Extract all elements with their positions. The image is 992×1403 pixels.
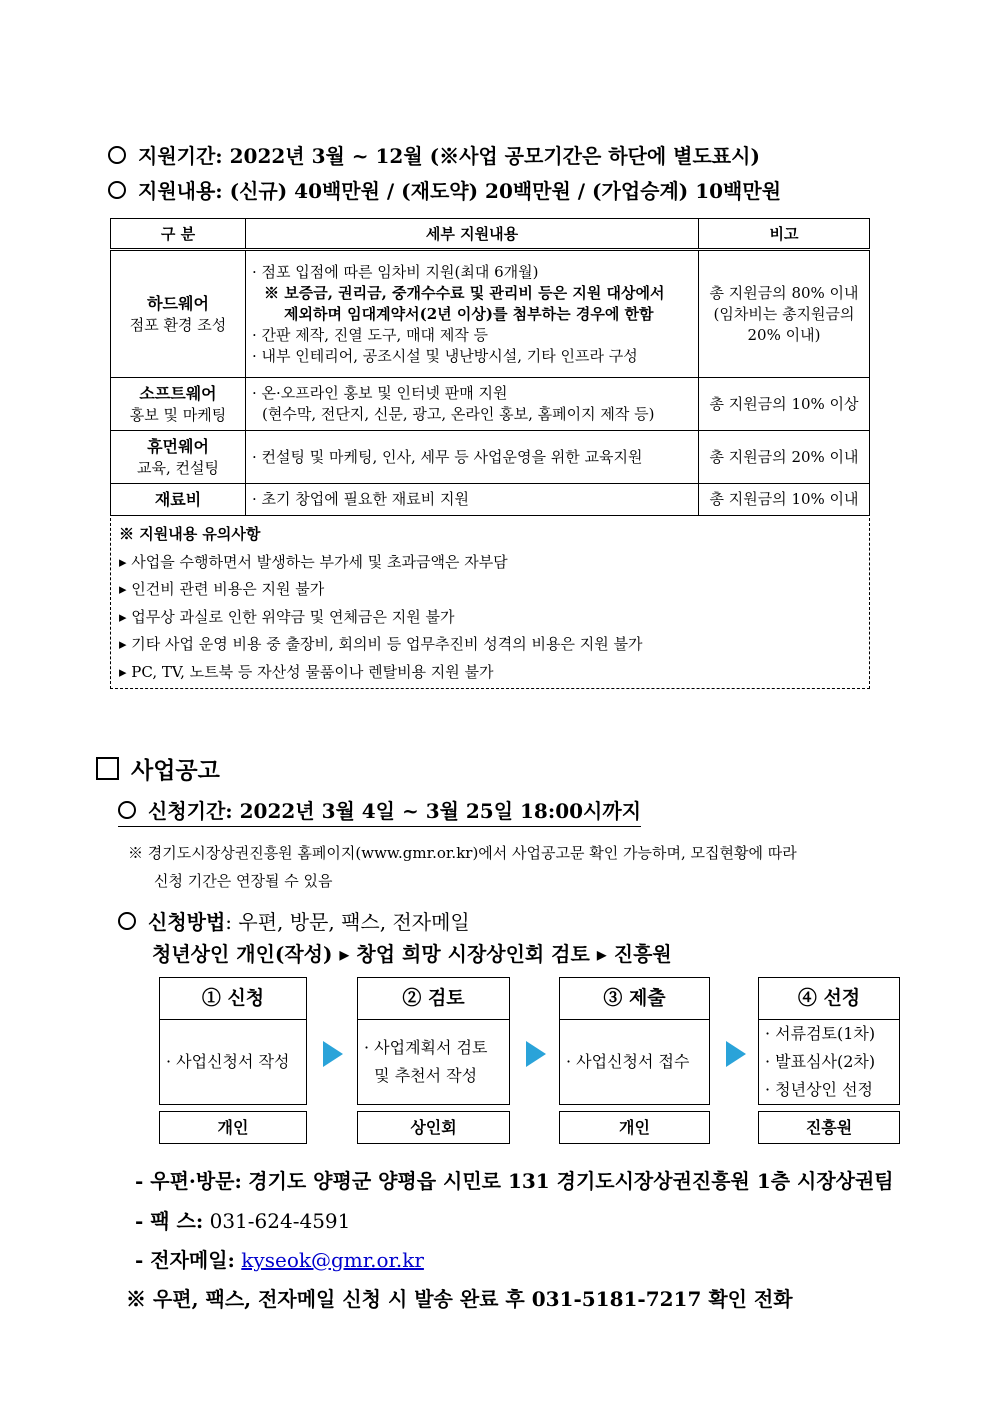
note-cell: 총 지원금의 20% 이내 <box>699 431 870 484</box>
category-cell: 재료비 <box>111 484 246 516</box>
detail-cell: · 컨설팅 및 마케팅, 인사, 세무 등 사업운영을 위한 교육지원 <box>246 431 699 484</box>
table-row-material <box>111 484 870 516</box>
flow-step-review <box>357 977 510 1105</box>
flow-actor: 개인 <box>159 1111 307 1144</box>
email-link[interactable]: kyseok@gmr.or.kr <box>241 1248 424 1272</box>
table-header-row <box>111 219 870 250</box>
contact-mail: - 우편·방문: 경기도 양평군 양평읍 시민로 131 경기도시장상권진흥원 1층 시장상권팀 <box>135 1169 894 1193</box>
table-row-software <box>111 378 870 431</box>
flow-step-body: · 서류검토(1차) · 발표심사(2차) · 청년상인 선정 <box>765 1024 876 1099</box>
list-item: ▸ 사업을 수행하면서 발생하는 부가세 및 초과금액은 자부담 <box>119 552 508 571</box>
flow-step-body: · 사업신청서 접수 <box>566 1052 690 1071</box>
circle-bullet-icon <box>108 181 126 199</box>
table-row-humanware <box>111 431 870 484</box>
flow-step-body: · 사업신청서 작성 <box>166 1052 290 1071</box>
list-item: ▸ PC, TV, 노트북 등 자산성 물품이나 렌탈비용 지원 불가 <box>119 662 494 681</box>
flow-step-title: ③ 제출 <box>560 978 709 1020</box>
apply-process: 청년상인 개인(작성) ▸ 창업 희망 시장상인회 검토 ▸ 진흥원 <box>152 942 672 966</box>
list-item: ▸ 업무상 과실로 인한 위약금 및 연체금은 지원 불가 <box>119 607 455 626</box>
category-cell: 하드웨어 점포 환경 조성 <box>111 250 246 378</box>
arrow-right-icon <box>526 1041 546 1067</box>
square-bullet-icon <box>96 757 119 780</box>
list-item: ▸ 인건비 관련 비용은 지원 불가 <box>119 580 325 598</box>
section-heading: 사업공고 <box>96 752 220 785</box>
apply-method: 신청방법: 우편, 방문, 팩스, 전자메일 <box>118 906 470 935</box>
note-cell: 총 지원금의 10% 이상 <box>699 378 870 431</box>
apply-note-line1: ※ 경기도시장상권진흥원 홈페이지(www.gmr.or.kr)에서 사업공고문 확인 가능하며, 모집현황에 따라 <box>128 844 797 862</box>
arrow-right-icon <box>323 1041 343 1067</box>
detail-cell: · 점포 입점에 따른 임차비 지원(최대 6개월) ※ 보증금, 권리금, 중개수수료 및 관리비 등은 지원 대상에서 제외하며 임대계약서(2년 이상)를 첨부하는 경우에 한함 · 간판 제작, 진열 도구, 매대 제작 등 · 내부 인테리어, 공조시설 및 냉난방시설, 기타 인프라 구성 <box>246 250 699 378</box>
category-cell: 소프트웨어 홍보 및 마케팅 <box>111 378 246 431</box>
contact-fax: - 팩 스: 031-624-4591 <box>135 1209 351 1233</box>
circle-bullet-icon <box>118 801 136 819</box>
flow-actor: 상인회 <box>357 1111 510 1144</box>
support-table <box>110 218 870 516</box>
contact-email: - 전자메일: kyseok@gmr.or.kr <box>135 1248 424 1272</box>
final-note: ※ 우편, 팩스, 전자메일 신청 시 발송 완료 후 031-5181-7217 확인 전화 <box>126 1287 793 1311</box>
flow-actor: 진흥원 <box>758 1111 900 1144</box>
circle-bullet-icon <box>118 912 136 930</box>
header-category: 구 분 <box>111 219 246 250</box>
flow-step-select <box>758 977 900 1105</box>
circle-bullet-icon <box>108 146 126 164</box>
table-row-hardware <box>111 250 870 378</box>
support-period: 지원기간: 2022년 3월 ~ 12월 (※사업 공모기간은 하단에 별도표시) <box>108 140 760 169</box>
flow-step-title: ④ 선정 <box>759 978 899 1020</box>
cautions-title: ※ 지원내용 유의사항 <box>119 525 261 543</box>
flow-step-title: ① 신청 <box>160 978 306 1020</box>
apply-period: 신청기간: 2022년 3월 4일 ~ 3월 25일 18:00시까지 <box>118 795 641 827</box>
support-content: 지원내용: (신규) 40백만원 / (재도약) 20백만원 / (가업승계) 10백만원 <box>108 175 781 204</box>
cautions-box <box>110 518 870 689</box>
flow-step-title: ② 검토 <box>358 978 509 1020</box>
apply-note-line2: 신청 기간은 연장될 수 있음 <box>154 872 333 890</box>
category-cell: 휴먼웨어 교육, 컨설팅 <box>111 431 246 484</box>
header-note: 비고 <box>699 219 870 250</box>
flow-step-body: · 사업계획서 검토 및 추천서 작성 <box>364 1038 488 1085</box>
note-cell: 총 지원금의 10% 이내 <box>699 484 870 516</box>
list-item: ▸ 기타 사업 운영 비용 중 출장비, 회의비 등 업무추진비 성격의 비용은 지원 불가 <box>119 635 643 653</box>
flow-step-submit <box>559 977 710 1105</box>
header-detail: 세부 지원내용 <box>246 219 699 250</box>
flow-step-apply <box>159 977 307 1105</box>
flow-actor: 개인 <box>559 1111 710 1144</box>
detail-cell: · 초기 창업에 필요한 재료비 지원 <box>246 484 699 516</box>
note-cell: 총 지원금의 80% 이내 (임차비는 총지원금의 20% 이내) <box>699 250 870 378</box>
detail-cell: · 온·오프라인 홍보 및 인터넷 판매 지원 (현수막, 전단지, 신문, 광고, 온라인 홍보, 홈페이지 제작 등) <box>246 378 699 431</box>
arrow-right-icon <box>726 1041 746 1067</box>
